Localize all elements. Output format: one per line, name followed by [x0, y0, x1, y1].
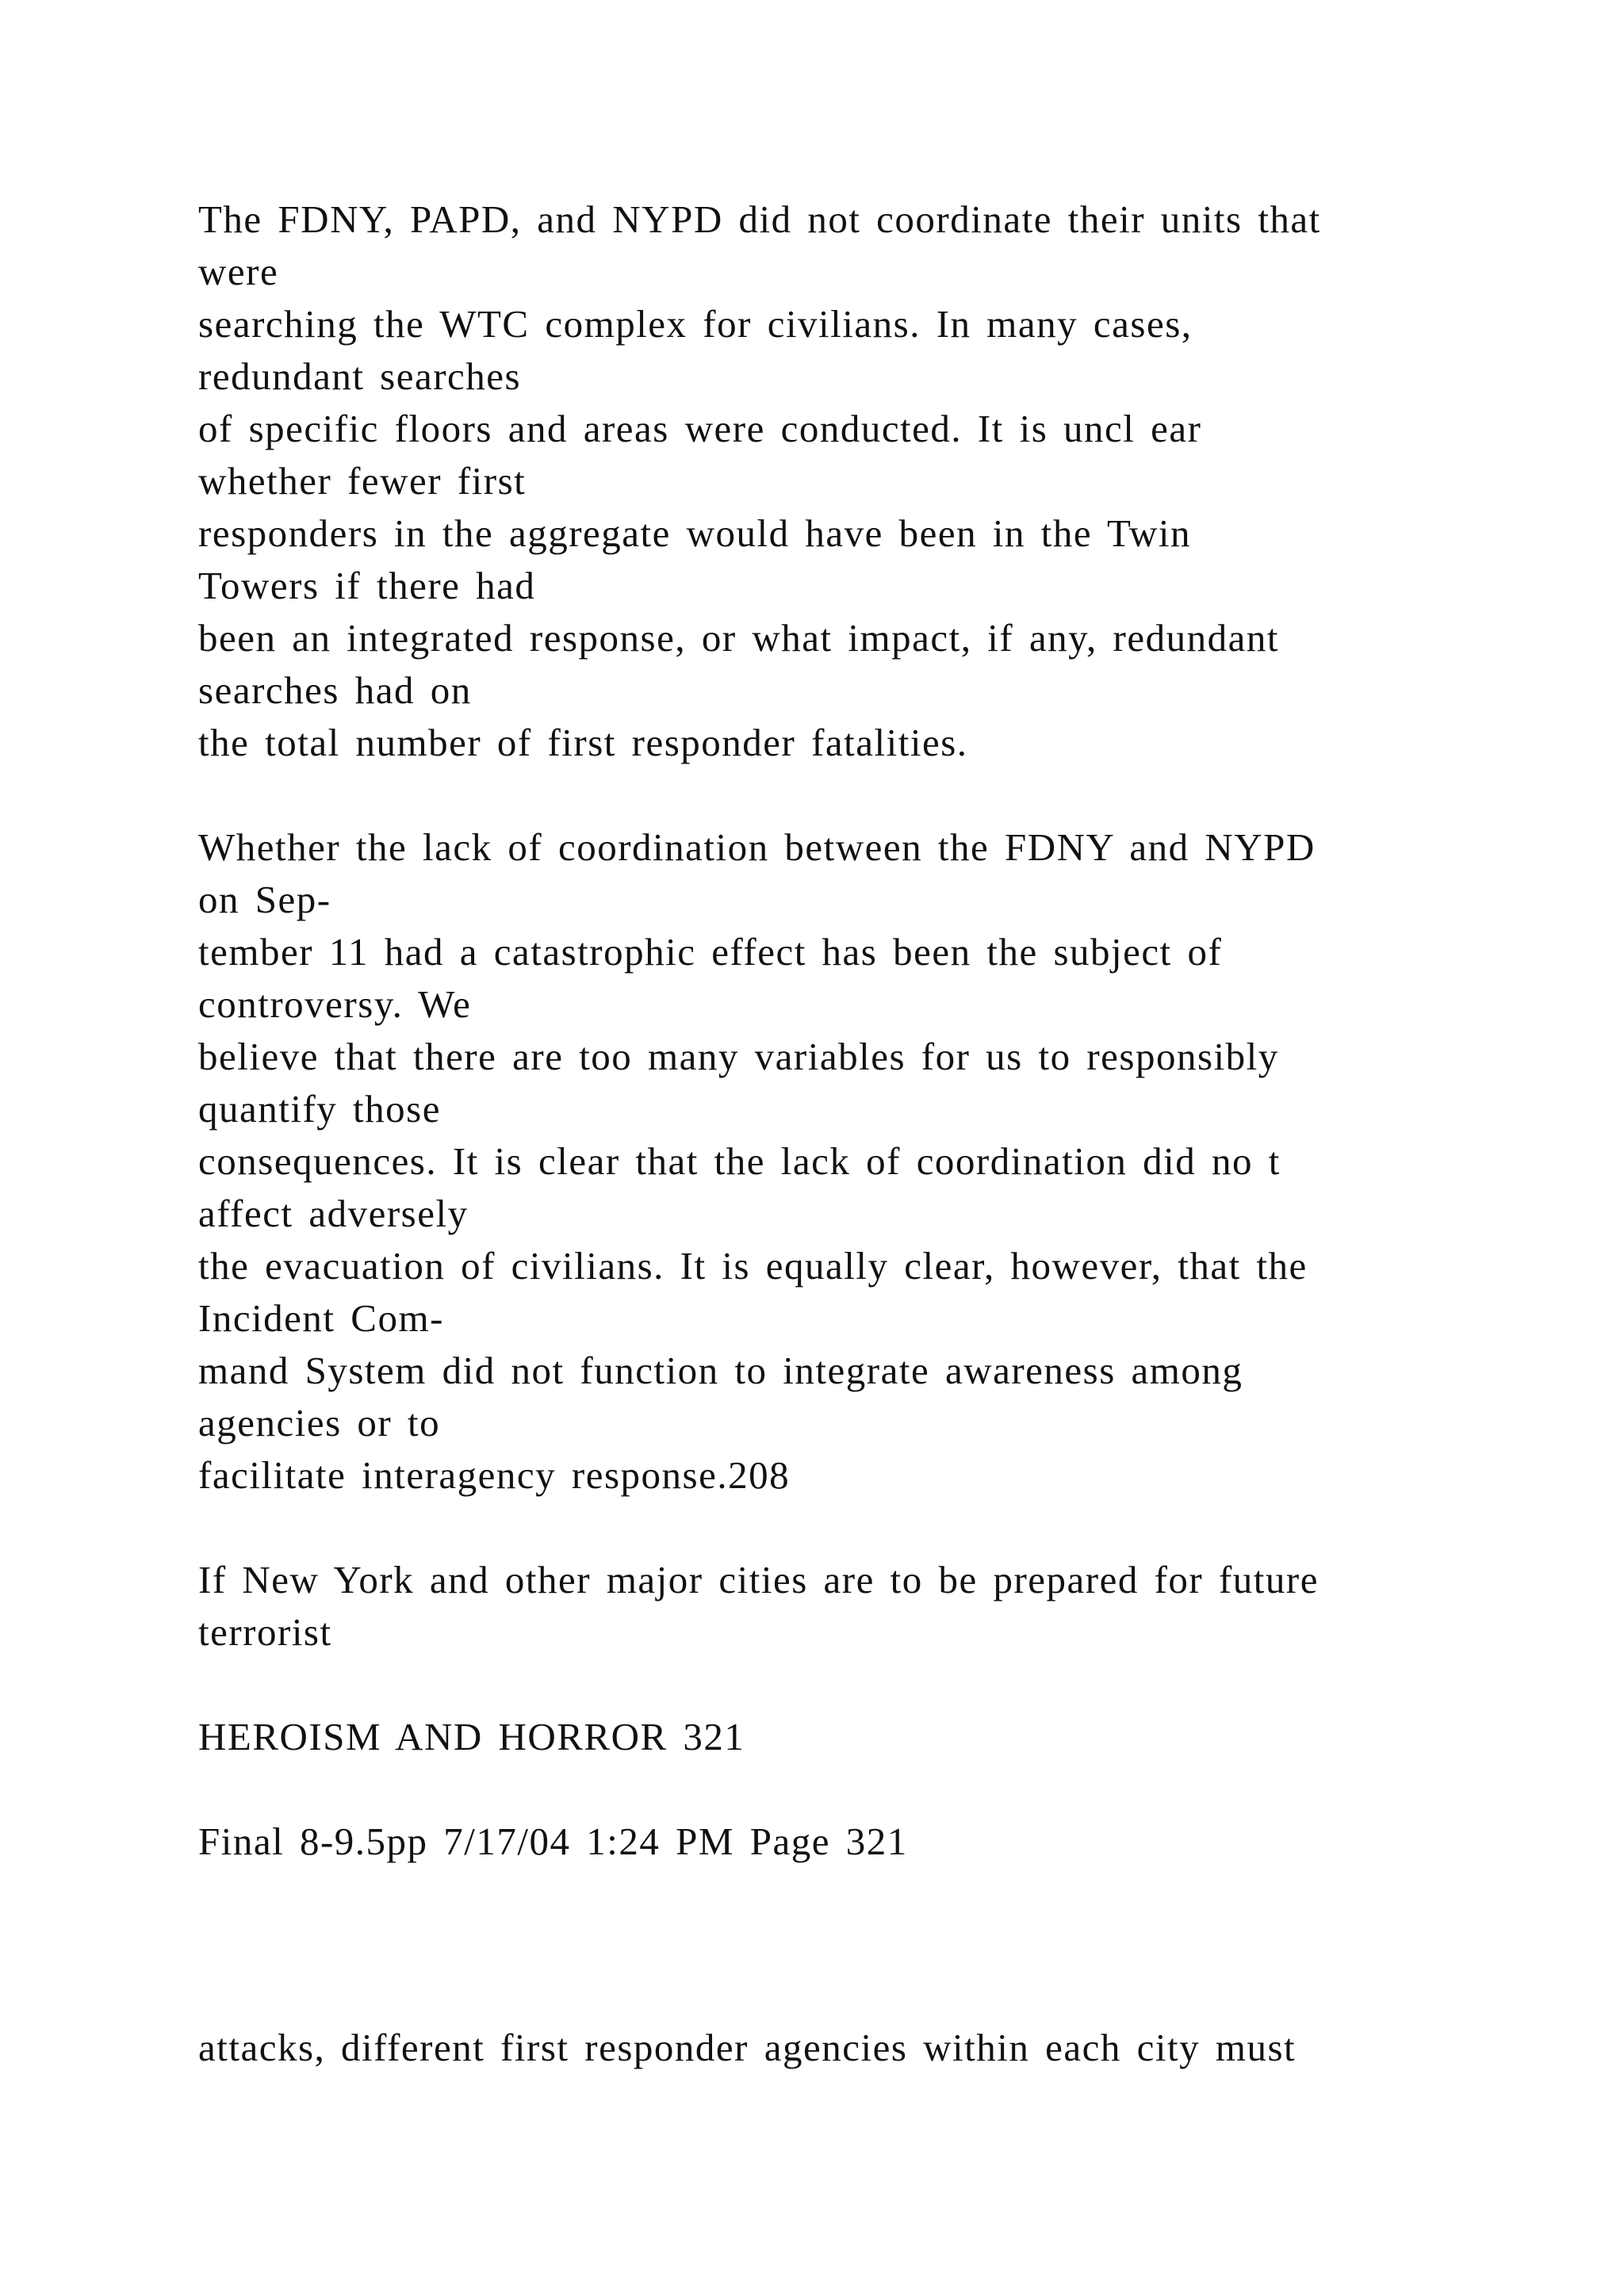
running-footer: HEROISM AND HORROR 321: [198, 1715, 745, 1758]
paragraph-line: quantify those: [198, 1087, 441, 1131]
next-page-content: [198, 2022, 1515, 2074]
paragraph-3: [198, 1554, 1515, 1659]
paragraph-line: been an integrated response, or what impact, if any, redundant: [198, 616, 1279, 660]
paragraph-line: on Sep-: [198, 878, 331, 921]
document-body: [198, 193, 1515, 1868]
print-info-line: Final 8-9.5pp 7/17/04 1:24 PM Page 321: [198, 1820, 908, 1863]
paragraph-gap: [198, 1763, 1515, 1816]
paragraph-line: the total number of first responder fatalities.: [198, 721, 968, 764]
paragraph-line: Incident Com-: [198, 1296, 444, 1340]
next-page-first-line: attacks, different first responder agencies within each city must: [198, 2026, 1297, 2069]
paragraph-line: the evacuation of civilians. It is equally clear, however, that the: [198, 1244, 1308, 1288]
paragraph-line: believe that there are too many variables for us to responsibly: [198, 1035, 1279, 1078]
paragraph-line: If New York and other major cities are to be prepared for future: [198, 1558, 1319, 1601]
paragraph-gap: [198, 1659, 1515, 1711]
paragraph-line: mand System did not function to integrate awareness among: [198, 1349, 1243, 1392]
paragraph-line: searches had on: [198, 668, 472, 712]
paragraph-line: of specific floors and areas were conducted. It is uncl ear: [198, 407, 1202, 450]
paragraph-line: consequences. It is clear that the lack of coordination did no t: [198, 1139, 1281, 1183]
paragraph-line: redundant searches: [198, 354, 522, 398]
paragraph-2: [198, 821, 1515, 1502]
paragraph-line: agencies or to: [198, 1401, 441, 1445]
paragraph-1: [198, 193, 1515, 769]
paragraph-line: Towers if there had: [198, 564, 536, 607]
paragraph-line: facilitate interagency response.208: [198, 1453, 791, 1497]
paragraph-gap: [198, 1502, 1515, 1554]
paragraph-line: terrorist: [198, 1610, 332, 1654]
paragraph-line: were: [198, 250, 279, 293]
paragraph-line: controversy. We: [198, 982, 472, 1026]
paragraph-line: whether fewer first: [198, 459, 527, 503]
paragraph-line: affect adversely: [198, 1192, 469, 1235]
paragraph-line: searching the WTC complex for civilians. In many cases,: [198, 302, 1193, 346]
paragraph-line: responders in the aggregate would have been in the Twin: [198, 511, 1192, 555]
paragraph-gap: [198, 769, 1515, 821]
paragraph-line: Whether the lack of coordination between the FDNY and NYPD: [198, 825, 1316, 869]
paragraph-line: The FDNY, PAPD, and NYPD did not coordinate their units that: [198, 197, 1321, 241]
paragraph-line: tember 11 had a catastrophic effect has been the subject of: [198, 930, 1223, 974]
